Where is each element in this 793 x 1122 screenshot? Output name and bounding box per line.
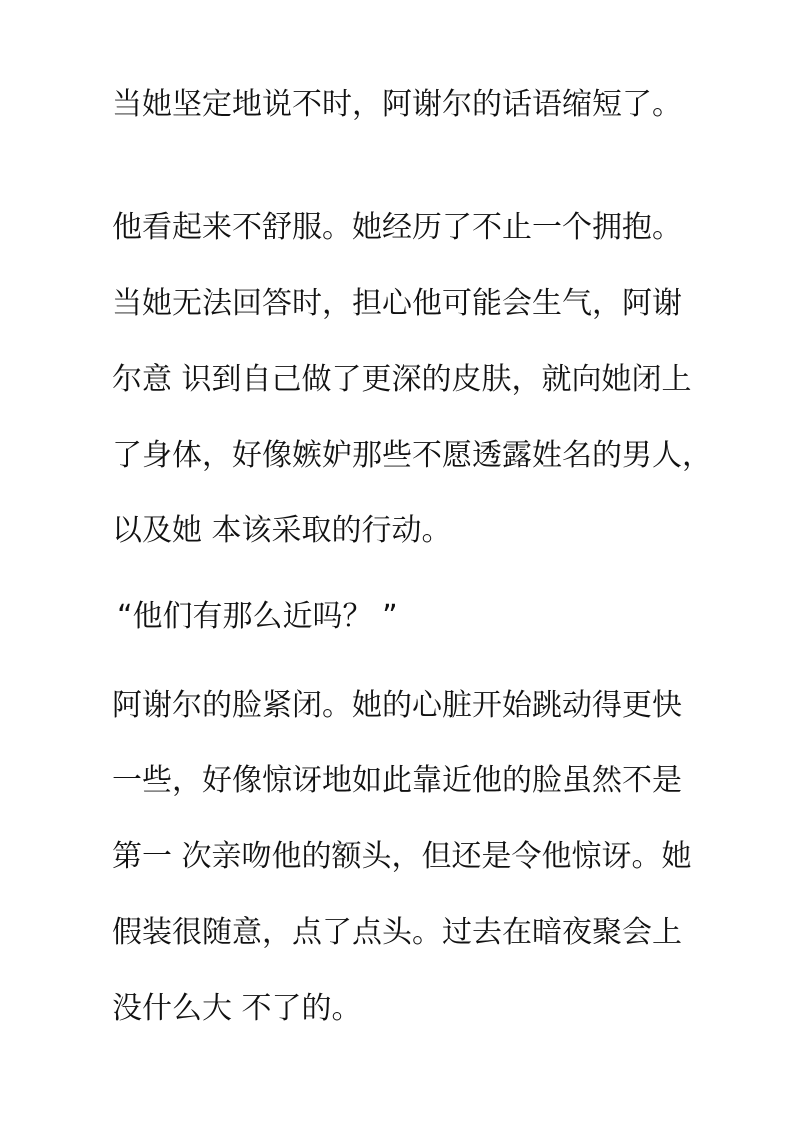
text-line: 一些，好像惊讶地如此靠近他的脸虽然不是 [112,763,682,798]
text-line: 尔意 识到自己做了更深的皮肤，就向她闭上 [112,362,692,397]
dialogue-line: “他们有那么近吗？ ” [117,599,398,634]
text-line: 假装很随意，点了点头。过去在暗夜聚会上 [112,915,682,950]
text-line: 他看起来不舒服。她经历了不止一个拥抱。 [112,210,682,245]
text-line: 以及她 本该采取的行动。 [112,513,452,548]
text-line: 阿谢尔的脸紧闭。她的心脏开始跳动得更快 [112,688,682,723]
text-line: 当她坚定地说不时，阿谢尔的话语缩短了。 [112,87,682,122]
text-line: 第一 次亲吻他的额头，但还是令他惊讶。她 [112,839,692,874]
text-line: 了身体，好像嫉妒那些不愿透露姓名的男人， [112,438,712,473]
text-line: 没什么大 不了的。 [112,991,362,1026]
text-line: 当她无法回答时，担心他可能会生气，阿谢 [112,286,682,321]
